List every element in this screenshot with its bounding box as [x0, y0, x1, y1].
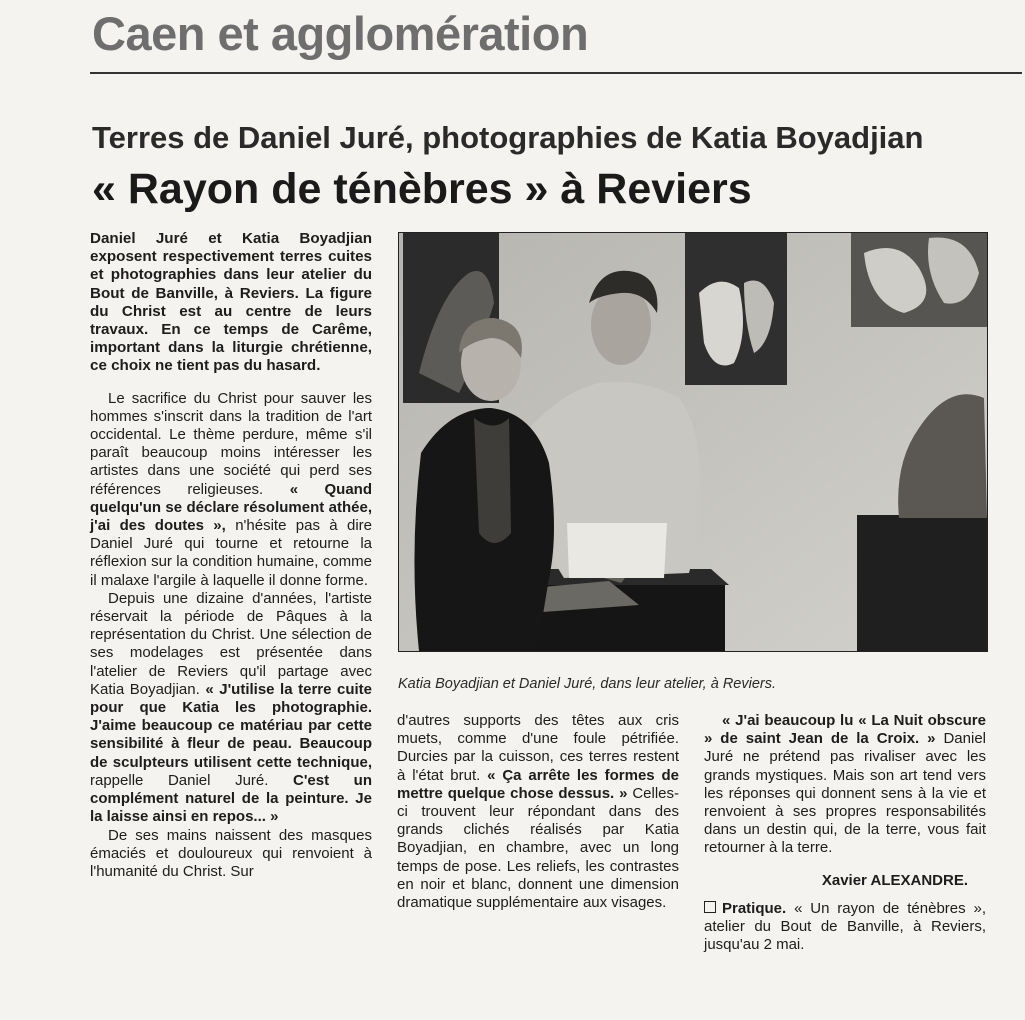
practical-info — [704, 900, 986, 955]
article-kicker: Terres de Daniel Juré, photographies de Katia Boyadjian — [92, 120, 924, 155]
paragraph-3-end: Celles-ci trouvent leur répondant dans des grands clichés réalisés par Katia Boyadjian, en chambre, avec un long temps de pose. Les reliefs, les contrastes en noir et blanc, donnent une dimension dramatique supplémentaire aux visages. — [397, 784, 680, 912]
paragraph-1-quote: « Quand quelqu'un se déclare résolument athée, j'ai des doutes », — [90, 480, 372, 535]
article-column-2 — [397, 712, 679, 912]
photo-illustration — [399, 233, 987, 651]
paragraph-3-quote: « Ça arrête les formes de mettre quelque chose dessus. » — [397, 766, 679, 802]
article-lead: Daniel Juré et Katia Boyadjian exposent respectivement terres cuites et photographies dans leur atelier du Bout de Banville, à Reviers. La figure du Christ est au centre de leurs travaux. En ce temps de Carême, important dans la liturgie chrétienne, ce choix ne tient pas du hasard. — [90, 230, 372, 375]
article-column-1 — [90, 230, 372, 881]
practical-label: Pratique. — [722, 899, 787, 917]
article-column-3 — [704, 712, 986, 954]
article-headline: « Rayon de ténèbres » à Reviers — [92, 165, 752, 213]
article-photo — [398, 232, 988, 652]
paragraph-3-continued — [397, 712, 679, 912]
paragraph-2-quote-2: C'est un complément naturel de la peinture. Je la laisse ainsi en repos... » — [90, 771, 373, 826]
paragraph-1 — [90, 390, 372, 590]
paragraph-1-text: Le sacrifice du Christ pour sauver les hommes s'inscrit dans la tradition de l'art occidental. Le thème perdure, même s'il paraît beaucoup moins intéresser les artistes dans une société qui perd ses références religieuses. — [90, 389, 372, 498]
paragraph-2-quote: « J'utilise la terre cuite pour que Katia les photographie. J'aime beaucoup ce matériau par cette sensibilité à fleur de peau. Beaucoup de sculpteurs utilisent cette technique, — [90, 680, 373, 771]
section-title: Caen et agglomération — [92, 7, 589, 60]
practical-text: « Un rayon de ténèbres », atelier du Bout de Banville, à Reviers, jusqu'au 2 mai. — [704, 899, 986, 954]
paragraph-4-quote: « J'ai beaucoup lu « La Nuit obscure » de saint Jean de la Croix. » — [704, 712, 986, 748]
paragraph-4 — [704, 712, 986, 858]
paragraph-2-mid: rappelle Daniel Juré. — [90, 771, 269, 789]
photo-caption: Katia Boyadjian et Daniel Juré, dans leur atelier, à Reviers. — [398, 676, 777, 692]
paragraph-2 — [90, 590, 372, 827]
paragraph-1-end: n'hésite pas à dire Daniel Juré qui tourne et retourne la réflexion sur la condition humaine, comme il malaxe l'argile à laquelle il donne forme. — [90, 517, 373, 589]
checkbox-square-icon — [704, 901, 716, 913]
paragraph-2-text: Depuis une dizaine d'années, l'artiste réservait la période de Pâques à la représentation du Christ. Une sélection de ses modelages est présentée dans l'atelier de Reviers qu'il partage avec Katia Boyadjian. — [90, 589, 372, 698]
paragraph-3-text: d'autres supports des têtes aux cris muets, comme d'une foule pétrifiée. Durcies par la cuisson, ces terres restent à l'état brut. — [397, 712, 679, 784]
article-signature: Xavier ALEXANDRE. — [821, 871, 968, 889]
paragraph-3-start: De ses mains naissent des masques émaciés et douloureux qui renvoient à l'humanité du Christ. Sur — [90, 826, 372, 880]
paragraph-4-end: Daniel Juré ne prétend pas rivaliser avec les grands mystiques. Mais son art tend vers les réponses qui donnent sens à la vie et renvoient à ses propres responsabilités dans un destin qui, de la terre, vous fait retourner à la terre. — [704, 730, 986, 857]
header-rule — [90, 72, 1022, 74]
